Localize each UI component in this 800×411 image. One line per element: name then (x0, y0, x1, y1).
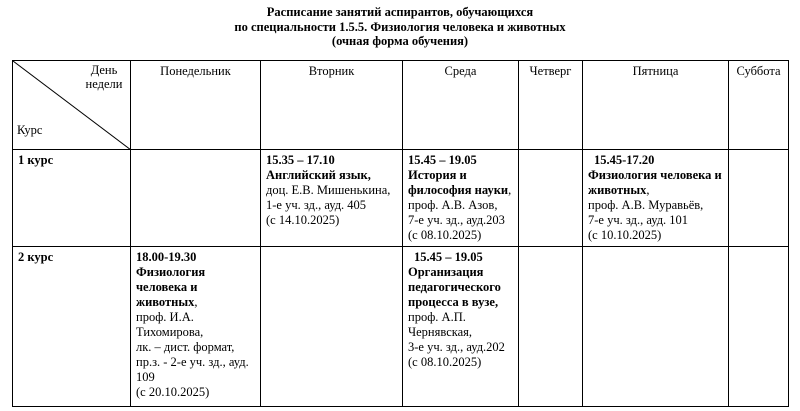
schedule-table (12, 60, 789, 407)
c2-wed-room: 3-е уч. зд., ауд.202 (408, 340, 505, 354)
day-label-line2: недели (85, 77, 123, 91)
c2-mon-format: лк. – дист. формат, (136, 340, 235, 354)
c1-wed-time: 15.45 – 19.05 (408, 153, 477, 167)
c1-tue-subject: Английский язык, (266, 168, 371, 182)
c1-wed-subject-b: философия науки (408, 183, 509, 197)
c2-monday-cell (131, 247, 261, 407)
c1-saturday-cell (729, 150, 789, 247)
course-2-label: 2 курс (13, 247, 131, 407)
day-tuesday: Вторник (261, 61, 403, 150)
c2-mon-teacher-b: Тихомирова, (136, 325, 204, 339)
title-line-1: Расписание занятий аспирантов, обучающихся (266, 5, 534, 19)
c2-mon-time: 18.00-19.30 (136, 250, 197, 264)
c2-wed-teacher-a: проф. А.П. (408, 310, 466, 324)
c1-wed-subject-tail: , (508, 183, 512, 197)
c2-tuesday-cell (261, 247, 403, 407)
day-monday: Понедельник (131, 61, 261, 150)
c1-tue-time: 15.35 – 17.10 (266, 153, 335, 167)
c1-fri-subject-tail: , (646, 183, 650, 197)
c2-mon-subject-c: животных (136, 295, 195, 309)
c2-mon-since: (с 20.10.2025) (136, 385, 210, 399)
c1-tue-since: (с 14.10.2025) (266, 213, 340, 227)
course-1-label: 1 курс (13, 150, 131, 247)
c1-tue-room: 1-е уч. зд., ауд. 405 (266, 198, 367, 212)
day-friday: Пятница (583, 61, 729, 150)
c1-wed-since: (с 08.10.2025) (408, 228, 482, 242)
c1-tuesday-cell (261, 150, 403, 247)
c2-mon-subject-tail: , (194, 295, 198, 309)
c1-wed-room: 7-е уч. зд., ауд.203 (408, 213, 505, 227)
course-label: Курс (17, 123, 43, 137)
day-saturday: Суббота (729, 61, 789, 150)
corner-cell (13, 61, 131, 150)
c1-thursday-cell (519, 150, 583, 247)
c1-fri-subject-a: Физиология человека и (588, 168, 722, 182)
c2-mon-teacher-a: проф. И.А. (136, 310, 194, 324)
c1-fri-time: 15.45-17.20 (594, 153, 655, 167)
c2-mon-subject-a: Физиология (136, 265, 206, 279)
header-row (13, 61, 789, 150)
c2-wed-since: (с 08.10.2025) (408, 355, 482, 369)
c1-fri-teacher: проф. А.В. Муравьёв, (588, 198, 704, 212)
c2-wednesday-cell (403, 247, 519, 407)
day-of-week-label (79, 63, 129, 91)
page-title (0, 5, 800, 49)
c1-wednesday-cell (403, 150, 519, 247)
c2-wed-teacher-b: Чернявская, (408, 325, 473, 339)
c1-fri-room: 7-е уч. зд., ауд. 101 (588, 213, 689, 227)
c2-wed-subject-c: процесса в вузе, (408, 295, 499, 309)
c1-friday-cell (583, 150, 729, 247)
c1-fri-subject-b: животных (588, 183, 647, 197)
course-2-row (13, 247, 789, 407)
c2-mon-room-a: пр.з. - 2-е уч. зд., ауд. (136, 355, 249, 369)
day-wednesday: Среда (403, 61, 519, 150)
day-label-line1: День (90, 63, 118, 77)
c2-wed-subject-b: педагогического (408, 280, 501, 294)
c1-wed-teacher: проф. А.В. Азов, (408, 198, 498, 212)
c2-mon-room-b: 109 (136, 370, 155, 384)
c2-thursday-cell (519, 247, 583, 407)
c1-fri-since: (с 10.10.2025) (588, 228, 662, 242)
c2-wed-time: 15.45 – 19.05 (414, 250, 483, 264)
title-line-3: (очная форма обучения) (331, 34, 469, 48)
day-thursday: Четверг (519, 61, 583, 150)
c1-monday-cell (131, 150, 261, 247)
c2-saturday-cell (729, 247, 789, 407)
c1-wed-subject-a: История и (408, 168, 467, 182)
c2-friday-cell (583, 247, 729, 407)
c1-tue-teacher: доц. Е.В. Мишенькина, (266, 183, 391, 197)
title-line-2: по специальности 1.5.5. Физиология человека и животных (234, 19, 566, 34)
c2-mon-subject-b: человека и (136, 280, 198, 294)
c2-wed-subject-a: Организация (408, 265, 484, 279)
course-1-row (13, 150, 789, 247)
